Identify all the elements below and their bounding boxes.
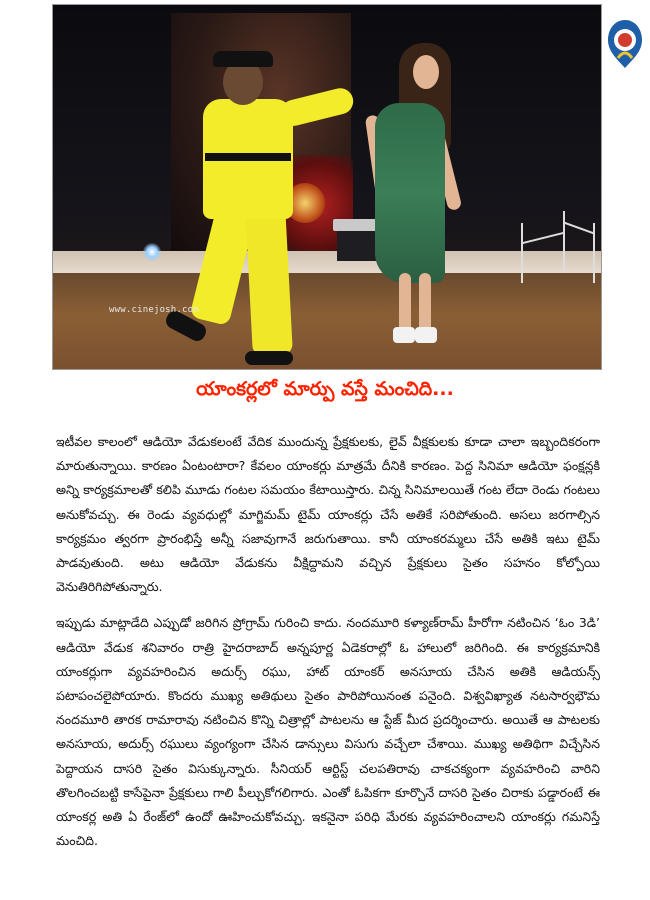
- anchor-shoe: [393, 327, 415, 343]
- stage-railing: [563, 211, 565, 271]
- stage-railing: [521, 223, 523, 283]
- anchor-green-dress: [375, 103, 445, 283]
- performer-belt: [205, 153, 291, 161]
- article-body: [56, 430, 600, 853]
- article-photo: [52, 4, 602, 370]
- stage-edge: [53, 251, 601, 275]
- stage-floor: [53, 273, 601, 369]
- photo-watermark: www.cinejosh.com: [109, 305, 199, 315]
- anchor-face: [413, 55, 439, 89]
- anchor-shoe: [415, 327, 437, 343]
- cinejosh-logo-icon: [606, 18, 644, 70]
- stage-railing: [564, 222, 595, 235]
- article-headline: యాంకర్లలో మార్పు వస్తే మంచిది...: [196, 378, 454, 400]
- stage-railing: [521, 232, 564, 245]
- article-paragraph: ఇటీవల కాలంలో ఆడియో వేడుకలంటే వేదిక ముందున్న ప్రేక్షకులకు, లైవ్ వీక్షకులకు కూడా చాలా ఇబ్బందికరంగా మారుతున్నాయి. కారణం ఏంటంటారా? కేవలం యాంకర్లు మాత్రమే దీనికి కారణం. పెద్ద సినిమా ఆడియో ఫంక్షన్లకి అన్ని కార్యక్రమాలతో కలిపి మూడు గంటల సమయం కేటాయిస్తారు. చిన్న సినిమాలయితే గంట లేదా రెండు గంటలు అనుకోవచ్చు. ఈ రెండు వ్యవధుల్లో మాగ్జిమమ్ టైమ్ యాంకర్లు చేసే అతికే సరిపోతుంది. అసలు జరగాల్సిన కార్యక్రమం త్వరగా ప్రారంభిస్తే అన్నీ సజావుగానే జరుగుతాయి. కానీ యాంకరమ్మలు చేసే అతికి ఇటు టైమ్ పాడవుతుంది. అటు ఆడియో వేడుకను వీక్షిద్దామని వచ్చిన ప్రేక్షకులు సైతం సహనం కోల్పోయి వెనుతిరిగిపోతున్నారు.: [56, 434, 600, 595]
- article-paragraph: ఇప్పుడు మాట్లాడేది ఎప్పుడో జరిగిన ప్రోగ్రామ్ గురించి కాదు. నందమూరి కళ్యాణ్‌రామ్ హీరోగా నటించిన ‘ఓం 3డి’ ఆడియో వేడుక శనివారం రాత్రి హైదరాబాద్ అన్నపూర్ణ ఏడెకరాల్లో ఓ హాలులో జరిగింది. ఈ కార్యక్రమానికి యాంకర్లుగా వ్యవహరించిన అదుర్స్ రఘు, హాట్ యాంకర్ అనసూయ చేసిన అతికి ఆడియన్స్ పటాపంచలైపోయారు. కొందరు ముఖ్య అతిథులు సైతం పారిపోయినంత పనైంది. విశ్వవిఖ్యాత నటసార్వభౌమ నందమూరి తారక రామారావు నటించిన కొన్ని చిత్రాల్లో పాటలను ఆ స్టేజ్ మీద ప్రదర్శించారు. అయితే ఆ పాటలకు అనసూయ, అదుర్స్ రఘులు వ్యంగ్యంగా చేసిన డాన్సులు విసుగు వచ్చేలా చేశాయి. ముఖ్య అతిథిగా విచ్చేసిన పెద్దాయన దాసరి సైతం విసుక్కున్నారు. సీనియర్ ఆర్టిస్ట్ చలపతిరావు చాకచక్యంగా వ్యవహరించి వారిని తొలగించబట్టి కాసేపైనా ప్రేక్షకులు గాలి పీల్చుకోగలిగారు. ఎంతో ఓపికగా కూర్చొనే దాసరి సైతం చిరాకు పడ్డారంటే ఈ యాంకర్ల అతి ఏ రేంజ్‌లో ఉందో ఊహించుకోవచ్చు. ఇకనైనా పరిధి మేరకు వ్యవహరించాలని యాంకర్లు గమనిస్తే మంచిది.: [56, 615, 600, 849]
- performer-shoe: [245, 351, 293, 365]
- anchor-leg: [419, 273, 431, 333]
- stage-spotlight: [143, 243, 161, 261]
- performer-hat: [213, 51, 273, 67]
- anchor-leg: [399, 273, 411, 333]
- performer-leg: [245, 204, 293, 356]
